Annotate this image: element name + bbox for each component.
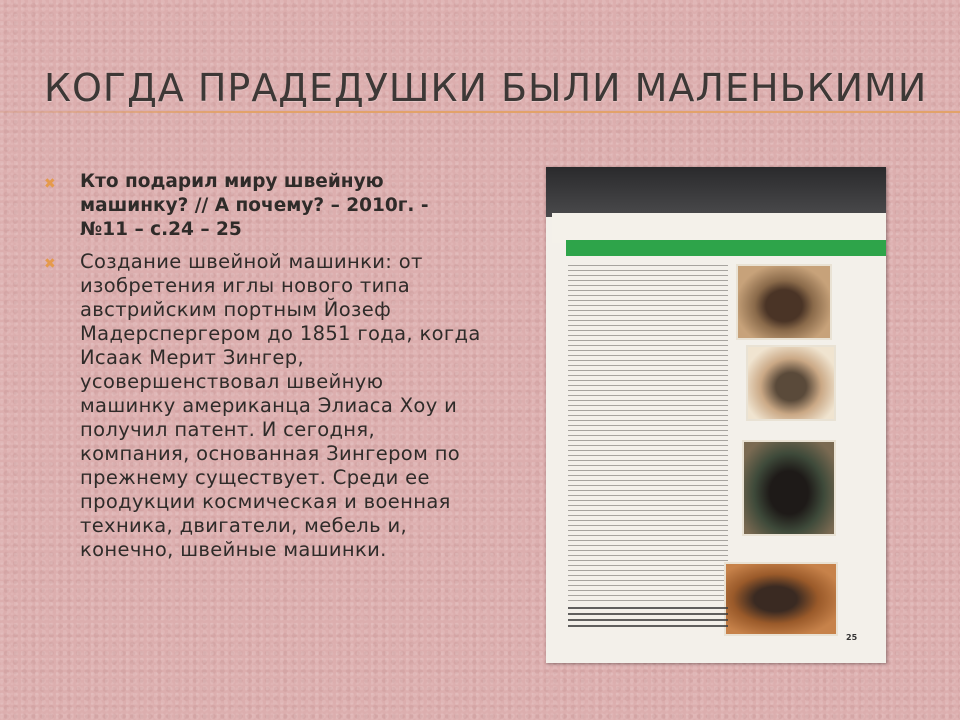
bullet-text-history: Создание швейной машинки: от изобретения иглы нового типа австрийским портным Йозеф Мадерспергером до 1851 года, когда Исаак Мерит Зингер, усовершенствовал швейную машинку американца Элиаса Хоу и получил патент. И сегодня, компания, основанная Зингером по прежнему существует. Среди ее продукции космическая и военная техника, двигатели, мебель и, конечно, швейные машинки. (80, 250, 481, 561)
bullet-list (42, 170, 482, 570)
photo-background (546, 167, 886, 217)
magazine-caption (568, 607, 728, 629)
magazine-page-photo (546, 167, 886, 663)
sewing-machine-photo (736, 264, 832, 340)
x-bullet-icon: ✖ (44, 256, 56, 272)
slide-title: КОГДА ПРАДЕДУШКИ БЫЛИ МАЛЕНЬКИМИ (44, 66, 928, 110)
magazine-page-number: 25 (846, 633, 858, 642)
bullet-item-source (42, 170, 482, 242)
magazine-article-text (568, 265, 728, 601)
magazine-page (552, 213, 886, 243)
title-underline (0, 111, 960, 113)
sewing-machine-photo (724, 562, 838, 636)
magazine-header-bar (566, 240, 886, 256)
bullet-text-source: Кто подарил миру швейную машинку? // А почему? – 2010г. - №11 – с.24 – 25 (80, 171, 429, 240)
bullet-item-history (42, 250, 482, 562)
sewing-machine-photo (742, 440, 836, 536)
x-bullet-icon: ✖ (44, 176, 56, 192)
sewing-machine-photo (746, 345, 836, 421)
